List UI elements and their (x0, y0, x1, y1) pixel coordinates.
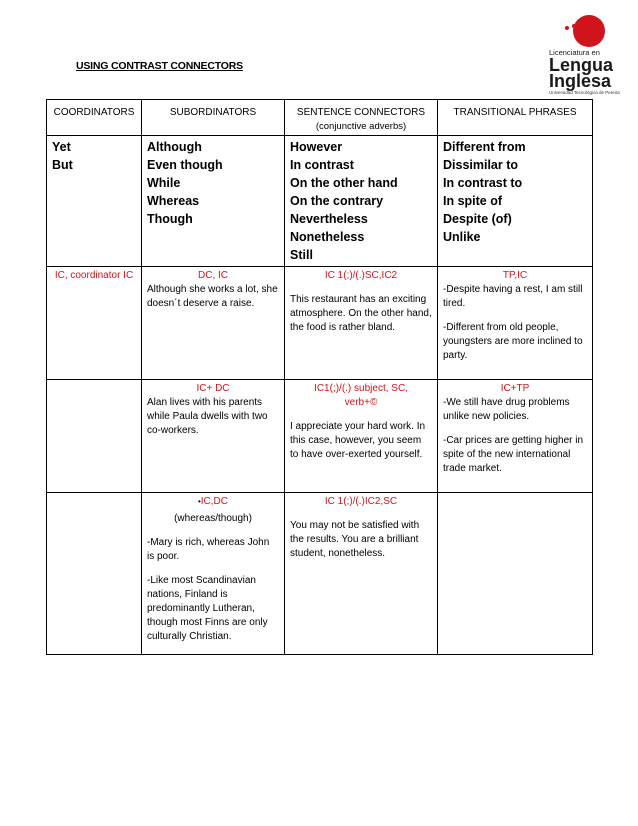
coord-pattern: IC, coordinator IC (54, 270, 134, 281)
sc-pattern: IC 1(;)/(.)IC2,SC (324, 496, 398, 507)
subordinators-list (142, 136, 285, 267)
sc-example: I appreciate your hard work. In this case, however, you seem to have over-exerted yourself. (290, 421, 426, 460)
word-item: Unlike (443, 230, 481, 244)
tp-example: -We still have drug problems unlike new policies. (443, 397, 570, 422)
bullet-icon: • (197, 497, 201, 506)
coord-cell (47, 267, 142, 380)
sentence-connectors-list (285, 136, 438, 267)
sub-example: -Mary is rich, whereas John is poor. (147, 537, 270, 562)
tp-pattern: IC+TP (500, 383, 530, 394)
sub-cell (142, 267, 285, 380)
tp-cell (438, 380, 593, 493)
word-item: Different from (443, 140, 526, 154)
header-row (47, 100, 593, 136)
coord-cell-empty (47, 380, 142, 493)
sub-example: Although she works a lot, she doesn´t deserve a raise. (147, 284, 278, 309)
sc-cell (285, 493, 438, 655)
word-item: In contrast (290, 158, 354, 172)
word-item: However (290, 140, 343, 154)
tp-cell-empty (438, 493, 593, 655)
page-title: USING CONTRAST CONNECTORS (76, 60, 243, 72)
header-sentence-connectors (285, 100, 438, 136)
word-item: On the contrary (290, 194, 384, 208)
header-sentence-connectors-label: SENTENCE CONNECTORS (296, 107, 426, 118)
coordinators-list (47, 136, 142, 267)
sc-cell (285, 267, 438, 380)
coord-cell-empty (47, 493, 142, 655)
sc-pattern (290, 382, 432, 410)
logo-play-icon (573, 15, 605, 47)
word-item: Even though (147, 158, 223, 172)
sc-pattern-line: IC1(;)/(.) subject, SC, (314, 383, 408, 394)
sc-pattern-line: verb+© (344, 397, 378, 408)
sub-pattern: DC, IC (198, 270, 228, 281)
word-item: Although (147, 140, 202, 154)
word-item: Yet (52, 140, 71, 154)
header-sentence-connectors-sub: (conjunctive adverbs) (315, 121, 407, 132)
word-item: Whereas (147, 194, 200, 208)
sc-pattern: IC 1(;)/(.)SC,IC2 (324, 270, 398, 281)
word-item: Still (290, 248, 313, 262)
example-row-1 (47, 267, 593, 380)
example-row-2 (47, 380, 593, 493)
word-item: While (147, 176, 181, 190)
word-item: In contrast to (443, 176, 523, 190)
sc-cell (285, 380, 438, 493)
word-item: Dissimilar to (443, 158, 519, 172)
tp-example: -Despite having a rest, I am still tired. (443, 284, 583, 309)
tp-pattern: TP,IC (502, 270, 528, 281)
transitional-phrases-list (438, 136, 593, 267)
header-coordinators: COORDINATORS (47, 100, 142, 136)
tp-example: -Car prices are getting higher in spite of the new international trade market. (443, 435, 584, 474)
sc-example: This restaurant has an exciting atmosphere. On the other hand, the food is rather bland. (290, 294, 432, 333)
sub-pattern-text: IC,DC (200, 496, 229, 507)
word-item: In spite of (443, 194, 503, 208)
sub-example: -Like most Scandinavian nations, Finland is predominantly Lutheran, though most Finns are only culturally Christian. (147, 575, 268, 642)
sub-example: Alan lives with his parents while Paula dwells with two co-workers. (147, 397, 268, 436)
header-subordinators: SUBORDINATORS (142, 100, 285, 136)
connectors-table (46, 99, 593, 655)
logo-line-4: Universidad Tecnológica de Pereira (549, 90, 620, 95)
sub-cell (142, 493, 285, 655)
tp-example: -Different from old people, youngsters are more inclined to party. (443, 322, 583, 361)
header-transitional-phrases: TRANSITIONAL PHRASES (438, 100, 593, 136)
logo-line-3: Inglesa (549, 71, 612, 91)
word-item: On the other hand (290, 176, 398, 190)
word-item: Though (147, 212, 193, 226)
word-item: Nevertheless (290, 212, 368, 226)
word-item: But (52, 158, 73, 172)
logo-line-1: Licenciatura en (549, 48, 600, 57)
sub-pattern (147, 495, 279, 509)
words-row (47, 136, 593, 267)
university-logo (549, 12, 631, 95)
sub-pattern: IC+ DC (196, 383, 230, 394)
sub-cell (142, 380, 285, 493)
sub-pattern-note: (whereas/though) (174, 513, 252, 524)
example-row-3 (47, 493, 593, 655)
word-item: Despite (of) (443, 212, 512, 226)
tp-cell (438, 267, 593, 380)
logo-line-2: Lengua (549, 55, 614, 75)
word-item: Nonetheless (290, 230, 365, 244)
sc-example: You may not be satisfied with the results. You are a brilliant student, nonetheless. (290, 520, 420, 559)
